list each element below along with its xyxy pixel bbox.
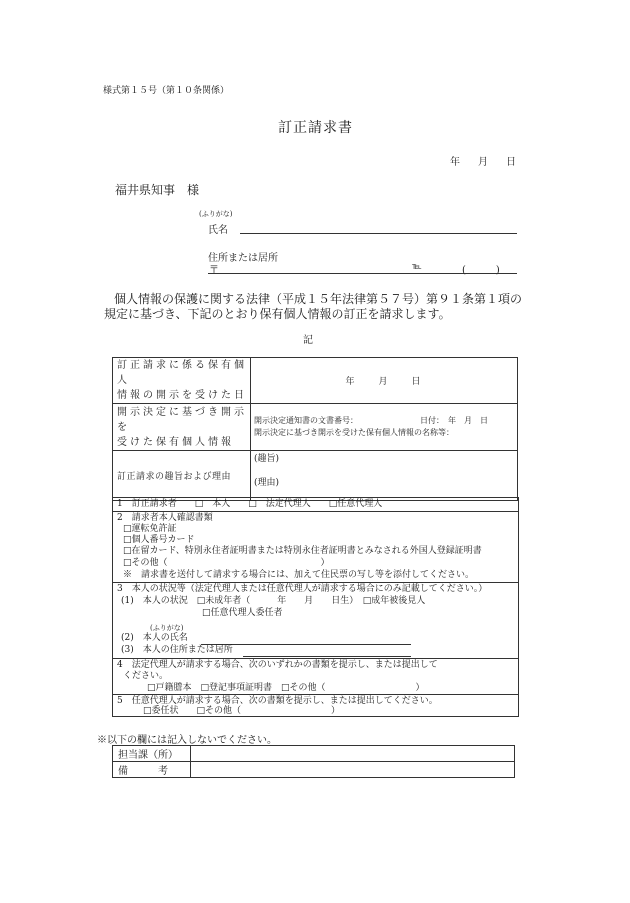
principal-status[interactable]: (1) 本人の状況 □未成年者（ 年 月 日生） □成年被後見人 [121, 596, 426, 606]
postal-mark: 〒 [209, 265, 219, 276]
requester-type-row[interactable]: 1 訂正請求者 □ 本人 □ 法定代理人 □任意代理人 [117, 499, 383, 509]
purpose-reason-field[interactable] [251, 451, 518, 501]
office-row-field [191, 746, 515, 762]
request-detail-table [112, 357, 518, 501]
page-title: 訂正請求書 [278, 120, 353, 136]
id-docs-heading: 2 請求者本人確認書類 [117, 513, 213, 523]
intro-line-1: 個人情報の保護に関する法律（平成１５年法律第５７号）第９１条第１項の [114, 292, 523, 306]
furigana-label: (ふりがな) [199, 210, 233, 218]
disclosed-info-name-label: 開示決定に基づき開示を受けた保有個人情報の名称等： [254, 428, 454, 437]
name-label: 氏名 [208, 225, 228, 236]
office-row-label: 担当課（所） [113, 746, 191, 762]
remarks-row-field [191, 762, 515, 778]
voluntary-proxy-docs[interactable]: □委任状 □その他（ ） [143, 706, 341, 716]
address-label: 住所または居所 [208, 253, 278, 264]
purpose-reason-label: 訂正請求の趣旨および理由 [113, 451, 251, 501]
purpose-label: (趣旨) [254, 454, 280, 464]
principal-furigana-label: (ふりがな) [150, 624, 184, 632]
disclosure-date-label: 訂正請求に係る保有個人 情報の開示を受けた日 [113, 358, 251, 404]
principal-proxy-delegator[interactable]: □任意代理人委任者 [202, 608, 283, 618]
legal-proxy-heading-cont: ください。 [123, 671, 169, 681]
doc-date-label: 日付： 年 月 日 [420, 416, 488, 425]
voluntary-proxy-heading: 5 任意代理人が請求する場合、次の書類を提示し、または提出してください。 [117, 696, 438, 706]
reason-label: (理由) [254, 478, 280, 488]
form-number: 様式第１５号（第１０条関係） [103, 86, 230, 96]
disclosure-date-field[interactable]: 年 月 日 [251, 358, 518, 404]
id-doc-license[interactable]: □運転免許証 [123, 524, 177, 534]
legal-proxy-docs[interactable]: □戸籍謄本 □登記事項証明書 □その他（ ） [147, 683, 425, 693]
principal-heading: 3 本人の状況等（法定代理人または任意代理人が請求する場合にのみ記載してください。） [117, 584, 488, 594]
disclosed-info-field[interactable] [251, 404, 518, 451]
address-field[interactable] [208, 273, 517, 274]
legal-proxy-heading: 4 法定代理人が請求する場合、次のいずれかの書類を提示し、または提出して [117, 660, 438, 670]
intro-line-2: 規定に基づき、下記のとおり保有個人情報の訂正を請求します。 [104, 307, 451, 321]
date-line: 年 月 日 [450, 157, 520, 168]
id-doc-note: ※ 請求書を送付して請求する場合には、加えて住民票の写し等を添付してください。 [123, 570, 475, 580]
office-use-table [112, 745, 515, 778]
principal-name-label: (2) 本人の氏名 [121, 633, 188, 643]
doc-number-label: 開示決定通知書の文書番号： [254, 416, 358, 425]
ki-marker: 記 [303, 335, 313, 346]
principal-address-label: (3) 本人の住所または居所 [121, 645, 233, 655]
tel-parenthesis: ( ) [462, 265, 500, 276]
name-field[interactable] [240, 233, 517, 234]
principal-address-field[interactable] [243, 656, 411, 657]
tel-mark: ℡ [412, 262, 422, 272]
remarks-row-label: 備 考 [113, 762, 191, 778]
requester-detail-box [112, 497, 519, 717]
id-doc-other[interactable]: □その他（ ） [123, 558, 330, 568]
disclosed-info-label: 開示決定に基づき開示を 受けた保有個人情報 [113, 404, 251, 451]
office-use-note: ※以下の欄には記入しないでください。 [97, 735, 277, 746]
id-doc-residence-card[interactable]: □在留カード、特別永住者証明書または特別永住者証明書とみなされる外国人登録証明書 [123, 546, 482, 556]
id-doc-mynumber[interactable]: □個人番号カード [123, 535, 195, 545]
addressee: 福井県知事 様 [115, 183, 200, 197]
